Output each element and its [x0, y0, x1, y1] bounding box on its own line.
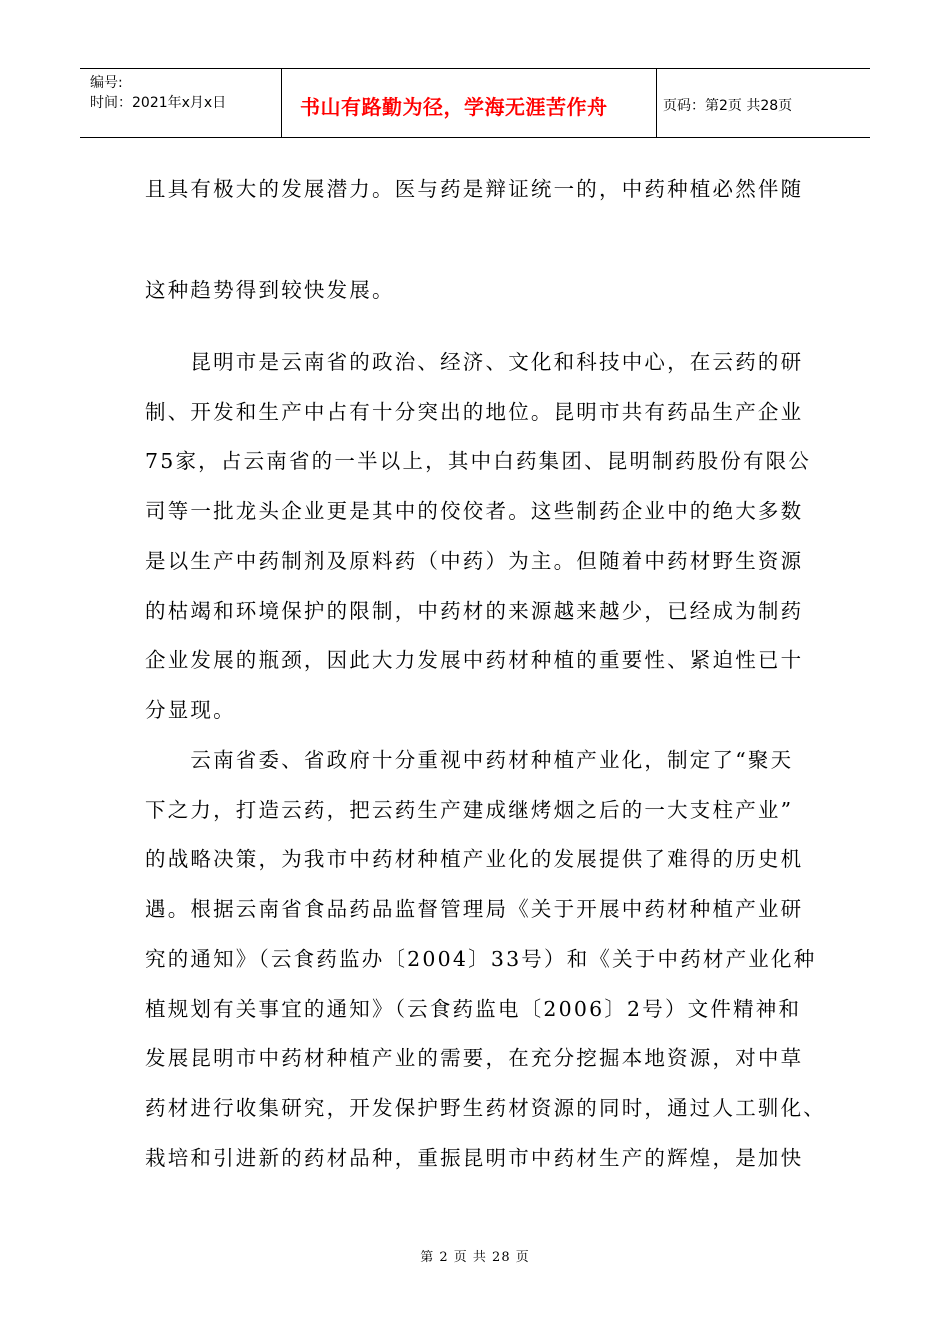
body-line: 的枯竭和环境保护的限制，中药材的来源越来越少，已经成为制药	[145, 599, 804, 623]
body-line: 是以生产中药制剂及原料药（中药）为主。但随着中药材野生资源	[145, 549, 804, 573]
header-page-info: 页码：第2页 共28页	[663, 98, 793, 114]
body-line: 植规划有关事宜的通知》（云食药监电〔2006〕2号）文件精神和	[145, 997, 802, 1021]
body-line: 这种趋势得到较快发展。	[145, 278, 395, 302]
document-header	[80, 68, 870, 138]
body-line: 下之力，打造云药，把云药生产建成继烤烟之后的一大支柱产业”	[145, 798, 794, 822]
document-number-label: 编号:	[90, 75, 123, 91]
body-line: 药材进行收集研究，开发保护野生药材资源的同时，通过人工驯化、	[145, 1096, 826, 1120]
body-line: 司等一批龙头企业更是其中的佼佼者。这些制药企业中的绝大多数	[145, 499, 804, 523]
page-footer	[0, 1246, 950, 1265]
header-motto: 书山有路勤为径，学海无涯苦作舟	[300, 94, 608, 119]
footer-page-number: 第 2 页 共 28 页	[420, 1250, 530, 1265]
body-line: 分显现。	[145, 698, 236, 722]
document-date-label: 时间：2021年x月x日	[90, 95, 227, 111]
body-line: 且具有极大的发展潜力。医与药是辩证统一的，中药种植必然伴随	[145, 177, 804, 201]
body-line: 制、开发和生产中占有十分突出的地位。昆明市共有药品生产企业	[145, 400, 804, 424]
body-line: 发展昆明市中药材种植产业的需要，在充分挖掘本地资源，对中草	[145, 1046, 804, 1070]
header-motto-cell	[282, 69, 657, 137]
body-line: 栽培和引进新的药材品种，重振昆明市中药材生产的辉煌，是加快	[145, 1146, 804, 1170]
header-meta-cell	[80, 69, 282, 137]
body-line: 昆明市是云南省的政治、经济、文化和科技中心，在云药的研	[145, 350, 804, 374]
body-line: 75家，占云南省的一半以上，其中白药集团、昆明制药股份有限公	[145, 449, 812, 473]
body-line: 遇。根据云南省食品药品监督管理局《关于开展中药材种植产业研	[145, 897, 804, 921]
body-line: 云南省委、省政府十分重视中药材种植产业化，制定了“聚天	[145, 748, 794, 772]
header-page-cell	[657, 69, 870, 137]
body-line: 究的通知》（云食药监办〔2004〕33号）和《关于中药材产业化种	[145, 947, 817, 971]
body-line: 企业发展的瓶颈，因此大力发展中药材种植的重要性、紧迫性已十	[145, 648, 804, 672]
body-line: 的战略决策，为我市中药材种植产业化的发展提供了难得的历史机	[145, 847, 804, 871]
